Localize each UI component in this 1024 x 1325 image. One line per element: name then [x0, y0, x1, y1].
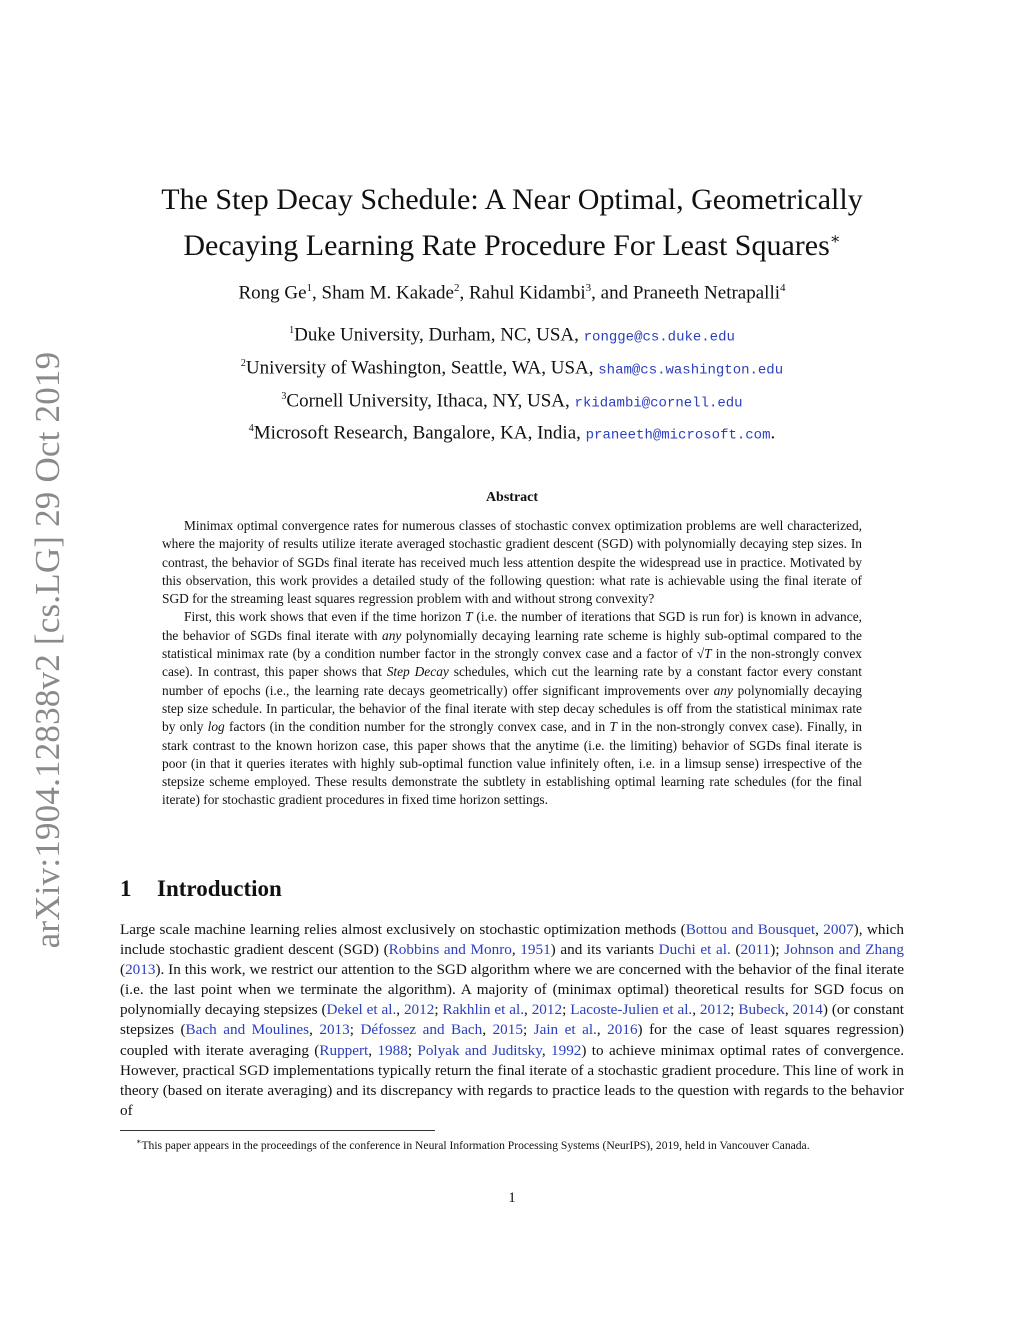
citation-link[interactable]: Rakhlin et al.: [442, 1001, 525, 1019]
text-run: ,: [815, 921, 824, 938]
abstract-paragraph-2: [162, 608, 862, 809]
text-run: ;: [407, 1041, 418, 1059]
arxiv-id-text: arXiv:1904.12838v2 [cs.LG] 29 Oct 2019: [28, 351, 67, 949]
text-run: ,: [482, 1021, 493, 1039]
title-line-2-text: Decaying Learning Rate Procedure For Least Squares: [183, 229, 830, 262]
footnote-rule: [120, 1130, 435, 1131]
text-run: ) for the case of least squares regression) coupled with iterate averaging (: [120, 1021, 904, 1059]
text-run: ;: [562, 1001, 571, 1019]
citation-link[interactable]: Duchi et al.: [658, 941, 731, 959]
citation-link[interactable]: Dekel et al.: [326, 1001, 397, 1019]
author-affiliation-mark: 1: [306, 282, 313, 294]
citation-link[interactable]: 2012: [531, 1001, 563, 1019]
text-run: ,: [396, 1001, 404, 1019]
citation-link[interactable]: 2016: [607, 1021, 638, 1039]
introduction-body: [120, 920, 904, 1121]
author-affiliation-mark: 2: [454, 282, 460, 294]
math-or-emphasis: T: [704, 646, 712, 662]
section-number: 1: [120, 876, 132, 901]
citation-link[interactable]: 2011: [740, 941, 771, 959]
math-or-emphasis: Step Decay: [386, 664, 449, 680]
text-run: ,: [596, 1021, 608, 1039]
citation-link[interactable]: 2013: [319, 1021, 350, 1039]
affiliation-line: [120, 351, 904, 384]
citation-link[interactable]: 2013: [125, 961, 156, 979]
text-run: in the non-strongly convex case). Finally, in stark contrast to the known horizon case, this paper shows that the anytime (i.e. the limiting) behavior of SGDs final iterate is poor (in that it queries iterates with highly sub-optimal function value infinitely often, i.e. in a limsup sense) irrespective of the stepsize scheme employed. These results demonstrate the subtlety in establishing optimal learning rate schedules (for the final iterate) for stochastic gradient procedures in fixed time horizon settings.: [162, 719, 862, 808]
text-run: ,: [784, 1001, 793, 1019]
math-or-emphasis: log: [207, 719, 225, 735]
text-run: (i.e. the number of iterations that SGD is run for) is known in advance, the behavior of SGDs final iterate with: [162, 609, 862, 643]
text-run: ,: [309, 1021, 320, 1039]
affiliation-list: [120, 318, 904, 449]
text-run: ;: [730, 1001, 739, 1019]
email-link[interactable]: sham@cs.washington.edu: [598, 362, 784, 379]
author-name: Rahul Kidambi: [469, 282, 586, 304]
text-run: (: [730, 941, 741, 959]
text-run: ,: [541, 1041, 552, 1059]
abstract-paragraph-1: Minimax optimal convergence rates for numerous classes of stochastic convex optimization problems are well characterized, where the majority of results utilize iterate averaged stochastic gradient descent (SGD) with polynomially decaying step sizes. In contrast, the behavior of SGDs final iterate has received much less attention despite the widespread use in practice. Motivated by this observation, this work provides a detailed study of the following question: what rate is achievable using the final iterate of SGD for the streaming least squares regression problem with and without strong convexity?: [162, 518, 862, 607]
citation-link[interactable]: Ruppert: [319, 1041, 369, 1059]
citation-link[interactable]: Johnson and Zhang: [784, 941, 904, 959]
citation-link[interactable]: Défossez and Bach: [360, 1021, 483, 1039]
text-run: (: [120, 961, 126, 979]
text-run: ) (or constant stepsizes (: [120, 1001, 905, 1039]
author-list: [120, 276, 904, 305]
affiliation-line: [120, 416, 904, 449]
author-affiliation-mark: 4: [780, 282, 786, 294]
affiliation-mark: 4: [248, 423, 254, 435]
citation-link[interactable]: Robbins and Monro: [388, 941, 512, 959]
text-run: ,: [511, 941, 521, 959]
author-separator: ,: [459, 282, 469, 304]
text-run: polynomially decaying step size schedule. In particular, the behavior of the final iterate with step decay schedules is off from the statistical minimax rate by only: [162, 682, 862, 735]
affiliation-mark: 2: [240, 357, 246, 369]
affiliation-name: Microsoft Research, Bangalore, KA, India,: [253, 422, 586, 444]
affiliation-name: Cornell University, Ithaca, NY, USA,: [286, 389, 575, 411]
abstract-body: [162, 517, 862, 810]
paper-title: [120, 180, 904, 266]
text-run: ,: [692, 1001, 700, 1019]
author-name: Rong Ge: [238, 282, 307, 304]
author-separator: , and: [591, 282, 633, 304]
text-run: Large scale machine learning relies almost exclusively on stochastic optimization methods (: [120, 921, 686, 938]
citation-link[interactable]: Jain et al.: [533, 1021, 597, 1039]
citation-link[interactable]: 1992: [551, 1041, 582, 1059]
title-line-1: The Step Decay Schedule: A Near Optimal, Geometrically: [161, 183, 863, 216]
text-run: factors (in the condition number for the strongly convex case, and in: [224, 719, 610, 735]
text-run: in the non-strongly convex case). In contrast, this paper shows that: [162, 646, 862, 680]
footnote-text: This paper appears in the proceedings of the conference in Neural Information Processing Systems (NeurIPS), 2019, held in Vancouver Canada.: [141, 1138, 810, 1152]
section-heading: [120, 876, 282, 902]
section-title: Introduction: [157, 876, 282, 901]
text-run: polynomially decaying learning rate scheme is highly sub-optimal compared to the statistical minimax rate (by a condition number factor in the strongly convex case and a factor of √: [162, 627, 862, 662]
citation-link[interactable]: Lacoste-Julien et al.: [570, 1001, 693, 1019]
text-run: ,: [524, 1001, 532, 1019]
text-run: ;: [434, 1001, 443, 1019]
author-separator: ,: [312, 282, 322, 304]
arxiv-identifier: [26, 351, 70, 949]
math-or-emphasis: any: [382, 627, 402, 643]
citation-link[interactable]: Bach and Moulines: [185, 1021, 310, 1039]
text-run: );: [770, 941, 785, 959]
abstract-heading: Abstract: [485, 490, 539, 505]
author-name: Sham M. Kakade: [321, 282, 454, 304]
affiliation-mark: 3: [281, 390, 287, 402]
math-or-emphasis: T: [465, 609, 473, 625]
citation-link[interactable]: 2007: [823, 921, 854, 938]
citation-link[interactable]: 2015: [492, 1021, 523, 1039]
footnote-mark: ∗: [136, 1137, 142, 1146]
affiliation-line: [120, 384, 904, 417]
text-run: ;: [522, 1021, 534, 1039]
text-run: First, this work shows that even if the time horizon: [184, 609, 466, 625]
affiliation-tail: .: [770, 422, 776, 444]
author-name: Praneeth Netrapalli: [632, 282, 781, 304]
title-footnote-mark: ∗: [829, 231, 841, 248]
intro-paragraph: [120, 920, 904, 1121]
footnote: [120, 1134, 904, 1153]
email-link[interactable]: praneeth@microsoft.com: [585, 427, 771, 444]
citation-link[interactable]: Bottou and Bousquet: [685, 921, 816, 938]
author-affiliation-mark: 3: [585, 282, 592, 294]
citation-link[interactable]: 2014: [792, 1001, 823, 1019]
text-run: ,: [368, 1041, 378, 1059]
citation-link[interactable]: Bubeck: [738, 1001, 785, 1019]
affiliation-mark: 1: [289, 325, 295, 336]
text-run: ) and its variants: [550, 941, 659, 959]
citation-link[interactable]: Polyak and Juditsky: [417, 1041, 542, 1059]
text-run: ) to achieve minimax optimal rates of convergence. However, practical SGD implementations typically return the final iterate of a stochastic gradient procedure. This line of work in theory (based on iterate averaging) and its discrepancy with regards to practice leads to the question with regards to the behavior of: [120, 1041, 905, 1119]
email-link[interactable]: rongge@cs.duke.edu: [583, 329, 735, 346]
affiliation-line: [120, 318, 904, 351]
math-or-emphasis: any: [713, 682, 733, 698]
title-line-2: [120, 220, 904, 266]
text-run: ). In this work, we restrict our attention to the SGD algorithm where we are concerned with the behavior of the final iterate (i.e. the last point when we terminate the algorithm). A majority of (minimax optimal) theoretical results for SGD focus on polynomially decaying stepsizes (: [120, 961, 904, 1019]
page-number: 1: [508, 1190, 516, 1206]
citation-link[interactable]: 2012: [403, 1001, 435, 1019]
affiliation-name: University of Washington, Seattle, WA, USA,: [245, 357, 599, 379]
text-run: ;: [349, 1021, 361, 1039]
email-link[interactable]: rkidambi@cornell.edu: [574, 394, 743, 411]
text-run: schedules, which cut the learning rate by a constant factor every constant number of epochs (i.e., the learning rate decays geometrically) offer significant improvements over: [162, 664, 862, 698]
text-run: ), which include stochastic gradient descent (SGD) (: [120, 921, 904, 959]
citation-link[interactable]: 1988: [377, 1041, 408, 1059]
citation-link[interactable]: 1951: [520, 941, 551, 959]
affiliation-name: Duke University, Durham, NC, USA,: [294, 324, 584, 346]
math-or-emphasis: T: [609, 719, 617, 735]
citation-link[interactable]: 2012: [699, 1001, 731, 1019]
